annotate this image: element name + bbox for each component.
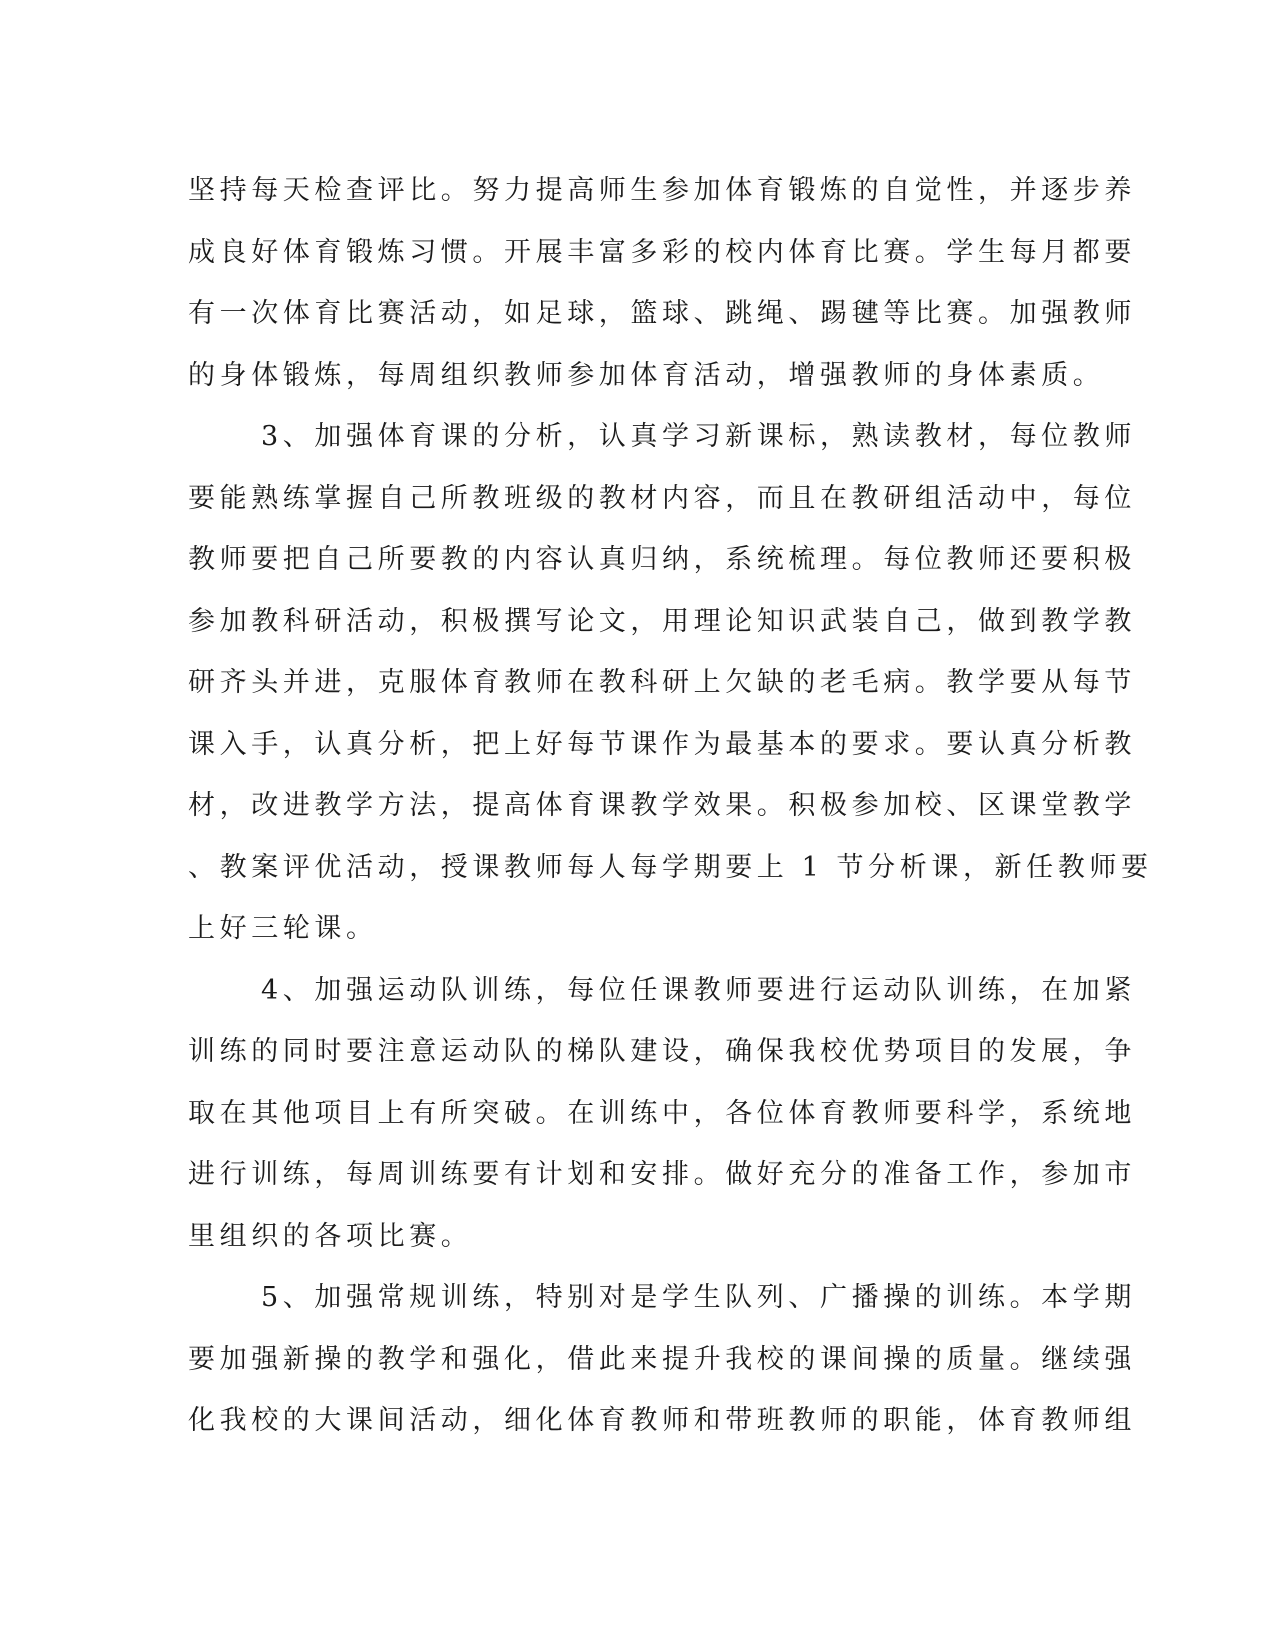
document-body xyxy=(188,160,1153,1452)
text-line: 坚持每天检查评比。努力提高师生参加体育锻炼的自觉性，并逐步养 xyxy=(188,175,1136,206)
text-line: 5、加强常规训练，特别对是学生队列、广播操的训练。本学期 xyxy=(261,1282,1136,1313)
text-line: 取在其他项目上有所突破。在训练中，各位体育教师要科学，系统地 xyxy=(188,1097,1136,1129)
text-line: 、教案评优活动，授课教师每人每学期要上 1 节分析课，新任教师要 xyxy=(188,851,1153,883)
text-line: 要加强新操的教学和强化，借此来提升我校的课间操的质量。继续强 xyxy=(188,1343,1136,1375)
text-line: 有一次体育比赛活动，如足球，篮球、跳绳、踢毽等比赛。加强教师 xyxy=(188,298,1136,329)
text-line: 研齐头并进，克服体育教师在教科研上欠缺的老毛病。教学要从每节 xyxy=(188,667,1136,698)
text-line: 材，改进教学方法，提高体育课教学效果。积极参加校、区课堂教学 xyxy=(188,790,1136,821)
text-line: 上好三轮课。 xyxy=(188,913,378,944)
paragraph-item-3 xyxy=(188,406,1153,960)
text-line: 参加教科研活动，积极撰写论文，用理论知识武装自己，做到教学教 xyxy=(188,605,1136,637)
text-line: 课入手，认真分析，把上好每节课作为最基本的要求。要认真分析教 xyxy=(188,728,1136,760)
paragraph-continuation xyxy=(188,160,1136,406)
text-line: 训练的同时要注意运动队的梯队建设，确保我校优势项目的发展，争 xyxy=(188,1036,1136,1067)
text-line: 的身体锻炼，每周组织教师参加体育活动，增强教师的身体素质。 xyxy=(188,359,1105,391)
text-line: 教师要把自己所要教的内容认真归纳，系统梳理。每位教师还要积极 xyxy=(188,544,1136,575)
text-line: 要能熟练掌握自己所教班级的教材内容，而且在教研组活动中，每位 xyxy=(188,482,1136,514)
text-line: 进行训练，每周训练要有计划和安排。做好充分的准备工作，参加市 xyxy=(188,1159,1136,1190)
text-line: 里组织的各项比赛。 xyxy=(188,1220,473,1252)
text-line: 3、加强体育课的分析，认真学习新课标，熟读教材，每位教师 xyxy=(261,421,1136,452)
paragraph-item-5 xyxy=(188,1267,1136,1452)
text-line: 成良好体育锻炼习惯。开展丰富多彩的校内体育比赛。学生每月都要 xyxy=(188,236,1136,268)
text-line: 化我校的大课间活动，细化体育教师和带班教师的职能，体育教师组 xyxy=(188,1405,1136,1436)
paragraph-item-4 xyxy=(188,960,1136,1268)
text-line: 4、加强运动队训练，每位任课教师要进行运动队训练，在加紧 xyxy=(261,974,1136,1006)
